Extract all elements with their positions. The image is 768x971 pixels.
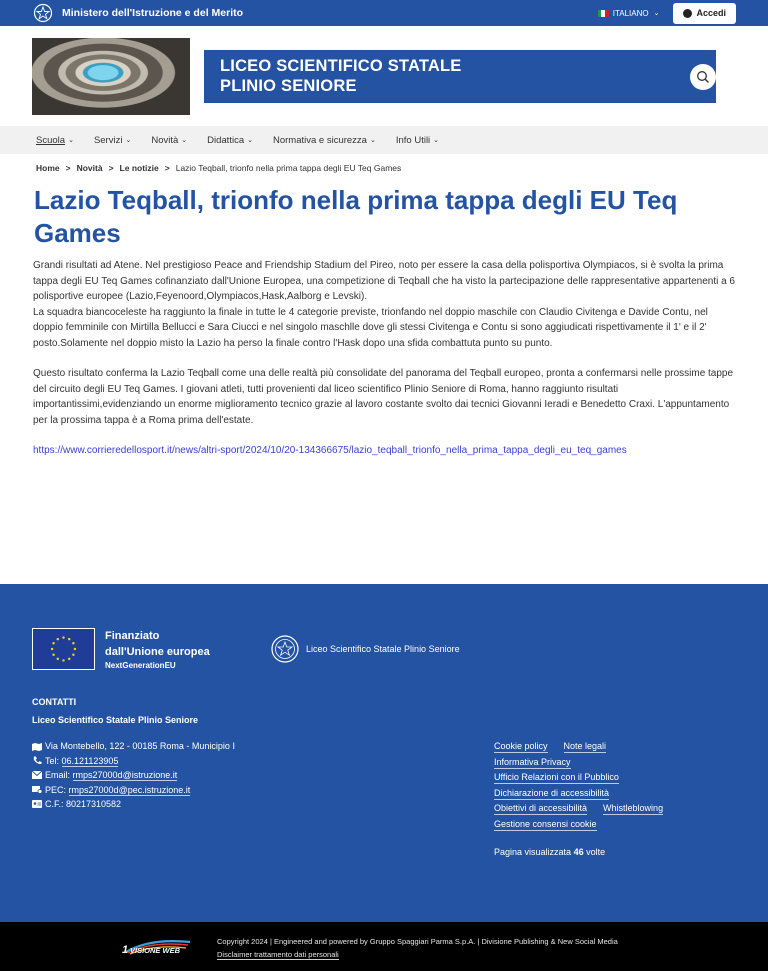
eu-flag-icon [32, 628, 95, 670]
breadcrumb: Home > Novità > Le notizie > Lazio Teqball, trionfo nella prima tappa degli EU Teq Games [36, 163, 402, 173]
map-icon [32, 742, 42, 751]
mail-icon [32, 771, 42, 780]
contact-address: Via Montebello, 122 - 00185 Roma - Municipio I [32, 739, 235, 754]
search-icon [696, 70, 710, 84]
eu-line2: dall'Unione europea [105, 646, 210, 658]
note-legali-link[interactable]: Note legali [563, 741, 607, 751]
nav-item-didattica[interactable]: Didattica ⌄ [207, 134, 253, 146]
page-title: Lazio Teqball, trionfo nella prima tappa degli EU Teq Games [34, 185, 678, 248]
login-label: Accedi [696, 8, 726, 18]
chevron-down-icon: ⌄ [181, 137, 188, 144]
seal-icon [270, 632, 300, 666]
cookie-consent-link[interactable]: Gestione consensi cookie [494, 818, 597, 829]
contacts-list [32, 739, 235, 812]
disclaimer-link[interactable]: Disclaimer trattamento dati personali [217, 949, 339, 959]
contact-pec: PEC: rmps27000d@pec.istruzione.it [32, 783, 235, 798]
visione-web-logo[interactable] [120, 936, 192, 956]
svg-text:VISIONE WEB: VISIONE WEB [130, 946, 181, 955]
copyright-block [217, 936, 618, 961]
cookie-policy-link[interactable]: Cookie policy [494, 741, 548, 751]
nav-item-info-utili[interactable]: Info Utili ⌄ [395, 134, 440, 146]
article-paragraph: Grandi risultati ad Atene. Nel prestigioso Peace and Friendship Stadium del Pireo, noto per essere la casa della polisportiva Olympiacos, si è svolta la prima tappa degli EU Teq Games cofinanziato dall'Unione Europea, una competizione di Teqball che ha visto la partecipazione delle rappresentative appartenenti a 6 polisportive europee (Lazio,Feyenoord,Olympiacos,Hask,Aalborg e Levski). La squadra biancoceleste ha raggiunto la finale in tutte le 4 categorie previste, trionfando nel doppio maschile con Claudio Civitenga e Davide Contu, nel doppio femminile con Mirtilla Bellucci e Sara Ciucci e nel singolo maschlle dove gli stessi Civitenga e Contu si sono aggiudicati rispettivamente il 1' e il 2' posto.Solamente nel doppio misto la Lazio ha perso la finale contro l'Hask dopo una sfida combattuta punto su punto. [33, 260, 735, 349]
school-footer-name: Liceo Scientifico Statale Plinio Seniore [306, 644, 460, 654]
site-title-line1: LICEO SCIENTIFICO STATALE [220, 56, 462, 75]
header-photo [32, 38, 190, 115]
search-button[interactable] [690, 64, 716, 90]
privacy-link[interactable]: Informativa Privacy [494, 756, 571, 767]
contact-cf: C.F.: 80217310582 [32, 797, 235, 812]
urp-link[interactable]: Ufficio Relazioni con il Pubblico [494, 772, 619, 782]
emblem-icon [32, 2, 54, 24]
main-nav [0, 126, 768, 154]
email-link[interactable]: rmps27000d@istruzione.it [72, 770, 178, 780]
eu-funding-logo [32, 628, 210, 670]
nav-item-normativa[interactable]: Normativa e sicurezza ⌄ [272, 134, 376, 146]
top-bar [0, 0, 768, 26]
login-button[interactable] [673, 3, 736, 24]
bottom-bar [0, 922, 768, 971]
breadcrumb-novita[interactable]: Novità [76, 163, 103, 173]
eu-line1: Finanziato [105, 630, 160, 642]
chevron-down-icon: ⌄ [653, 10, 660, 17]
site-header [0, 26, 768, 126]
ministry-link[interactable]: Ministero dell'Istruzione e del Merito [62, 7, 244, 19]
eu-line3: NextGenerationEU [105, 661, 176, 670]
id-card-icon [32, 800, 42, 809]
copyright-text: Copyright 2024 | Engineered and powered by Gruppo Spaggiari Parma S.p.A. | Divisione Publishing & New Social Media [217, 937, 618, 946]
contacts-title: CONTATTI [32, 697, 77, 707]
article-body [0, 252, 768, 459]
footer-links [494, 740, 679, 833]
footer [0, 584, 768, 922]
site-title-line2: PLINIO SENIORE [220, 76, 357, 95]
views-count: 46 [573, 847, 584, 857]
nav-item-servizi[interactable]: Servizi ⌄ [93, 134, 132, 146]
language-label: ITALIANO [612, 8, 649, 18]
school-footer-logo[interactable] [270, 632, 460, 666]
chevron-down-icon: ⌄ [247, 137, 253, 144]
article-paragraph: Questo risultato conferma la Lazio Teqball come una delle realtà più consolidate del panorama del Teqball europeo, pronta a confermarsi nelle prossime tappe del circuito degli EU Teq Games. I giovani atleti, tutti provenienti dal liceo scientifico Plinio Seniore di Roma, hanno raggiunto risultati importantissimi,evidenziando un enorme miglioramento tecnico grazie al lavoro costante svolto dai tecnici Giovanni Ieradi e Benedetto Craxi. L'appuntamento per la prossima tappa è a Roma prima dell'estate. [33, 368, 734, 426]
nav-item-novita[interactable]: Novità ⌄ [151, 134, 188, 146]
breadcrumb-home[interactable]: Home [36, 163, 60, 173]
whistleblowing-link[interactable]: Whistleblowing [603, 803, 664, 813]
phone-icon [32, 756, 42, 765]
breadcrumb-notizie[interactable]: Le notizie [119, 163, 159, 173]
source-link[interactable]: https://www.corrieredellosport.it/news/altri-sport/2024/10/20-134366675/lazio_teqball_trionfo_nella_prima_tappa_degli_eu_teq_games [33, 445, 627, 456]
accessibility-goals-link[interactable]: Obiettivi di accessibilità [494, 803, 588, 813]
svg-text:1: 1 [122, 944, 129, 956]
nav-item-scuola[interactable]: Scuola ⌄ [36, 134, 74, 146]
flag-icon [598, 10, 609, 17]
accessibility-statement-link[interactable]: Dichiarazione di accessibilità [494, 787, 610, 798]
site-title-banner[interactable] [204, 50, 716, 103]
contact-tel: Tel: 06.121123905 [32, 754, 235, 769]
contact-email: Email: rmps27000d@istruzione.it [32, 768, 235, 783]
chevron-down-icon: ⌄ [68, 137, 74, 144]
tel-link[interactable]: 06.121123905 [61, 755, 119, 766]
chevron-down-icon: ⌄ [125, 137, 132, 144]
user-icon [683, 9, 692, 18]
language-selector[interactable] [598, 9, 660, 18]
page-views: Pagina visualizzata 46 volte [494, 847, 606, 857]
breadcrumb-current: Lazio Teqball, trionfo nella prima tappa degli EU Teq Games [175, 163, 402, 173]
chevron-down-icon: ⌄ [369, 137, 376, 144]
pec-icon [32, 785, 42, 794]
pec-link[interactable]: rmps27000d@pec.istruzione.it [68, 784, 191, 795]
chevron-down-icon: ⌄ [433, 137, 440, 144]
contacts-school-name: Liceo Scientifico Statale Plinio Seniore [32, 715, 199, 725]
